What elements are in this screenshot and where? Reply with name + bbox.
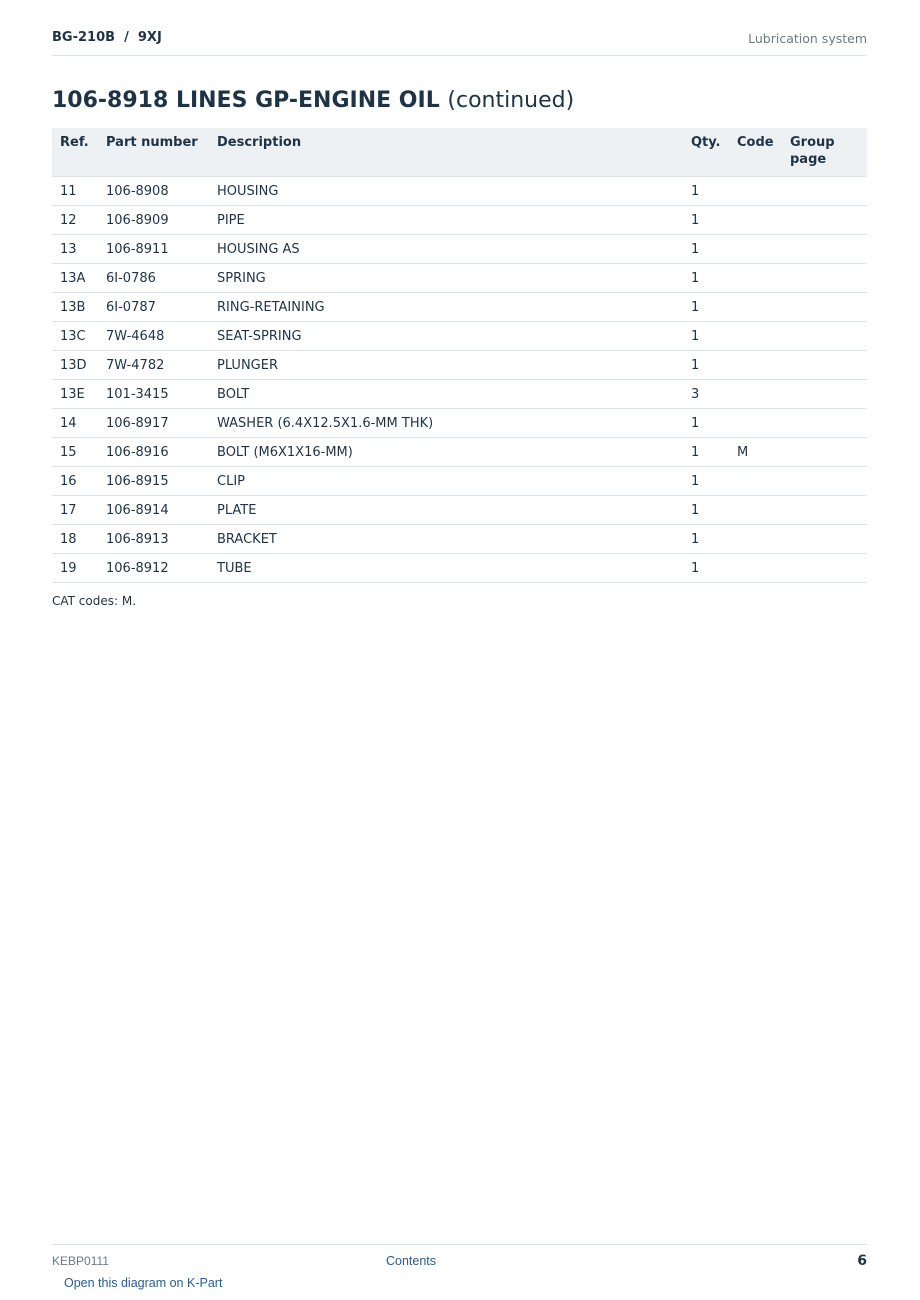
part-number-cell: 6I-0787 bbox=[98, 293, 209, 322]
table-row bbox=[52, 525, 867, 554]
description-cell: BRACKET bbox=[209, 525, 683, 554]
part-number-cell: 106-8913 bbox=[98, 525, 209, 554]
group-page-cell bbox=[782, 409, 867, 438]
table-header-row bbox=[52, 128, 867, 177]
description-cell: HOUSING bbox=[209, 177, 683, 206]
code-cell bbox=[729, 322, 782, 351]
ref-cell: 13D bbox=[52, 351, 98, 380]
description-cell: CLIP bbox=[209, 467, 683, 496]
table-row bbox=[52, 177, 867, 206]
table-row bbox=[52, 264, 867, 293]
ref-cell: 13A bbox=[52, 264, 98, 293]
code-cell bbox=[729, 293, 782, 322]
part-number-cell: 106-8908 bbox=[98, 177, 209, 206]
ref-cell: 13E bbox=[52, 380, 98, 409]
description-cell: BOLT (M6X1X16-MM) bbox=[209, 438, 683, 467]
code-cell bbox=[729, 467, 782, 496]
part-number-cell: 6I-0786 bbox=[98, 264, 209, 293]
col-header-part-number: Part number bbox=[98, 128, 209, 177]
part-number-cell: 106-8917 bbox=[98, 409, 209, 438]
code-cell bbox=[729, 351, 782, 380]
group-page-cell bbox=[782, 525, 867, 554]
group-page-cell bbox=[782, 438, 867, 467]
code-cell bbox=[729, 264, 782, 293]
group-page-cell bbox=[782, 322, 867, 351]
group-page-cell bbox=[782, 293, 867, 322]
group-page-cell bbox=[782, 206, 867, 235]
group-page-cell bbox=[782, 380, 867, 409]
page-number: 6 bbox=[857, 1253, 867, 1269]
kpart-link[interactable]: Open this diagram on K-Part bbox=[64, 1276, 223, 1290]
table-row bbox=[52, 409, 867, 438]
code-cell bbox=[729, 206, 782, 235]
ref-cell: 16 bbox=[52, 467, 98, 496]
qty-cell: 1 bbox=[683, 351, 729, 380]
ref-cell: 17 bbox=[52, 496, 98, 525]
table-row bbox=[52, 293, 867, 322]
qty-cell: 1 bbox=[683, 554, 729, 583]
part-number-cell: 106-8911 bbox=[98, 235, 209, 264]
ref-cell: 13 bbox=[52, 235, 98, 264]
ref-cell: 15 bbox=[52, 438, 98, 467]
description-cell: PLUNGER bbox=[209, 351, 683, 380]
table-row bbox=[52, 206, 867, 235]
code-cell bbox=[729, 177, 782, 206]
col-header-description: Description bbox=[209, 128, 683, 177]
parts-table-body bbox=[52, 177, 867, 583]
code-cell bbox=[729, 525, 782, 554]
qty-cell: 3 bbox=[683, 380, 729, 409]
qty-cell: 1 bbox=[683, 293, 729, 322]
group-page-cell bbox=[782, 496, 867, 525]
table-row bbox=[52, 235, 867, 264]
qty-cell: 1 bbox=[683, 235, 729, 264]
description-cell: WASHER (6.4X12.5X1.6-MM THK) bbox=[209, 409, 683, 438]
ref-cell: 12 bbox=[52, 206, 98, 235]
part-number-cell: 106-8909 bbox=[98, 206, 209, 235]
page-header bbox=[52, 28, 867, 56]
code-cell bbox=[729, 235, 782, 264]
table-row bbox=[52, 322, 867, 351]
description-cell: SEAT-SPRING bbox=[209, 322, 683, 351]
qty-cell: 1 bbox=[683, 409, 729, 438]
qty-cell: 1 bbox=[683, 206, 729, 235]
part-number-cell: 7W-4782 bbox=[98, 351, 209, 380]
description-cell: HOUSING AS bbox=[209, 235, 683, 264]
ref-cell: 18 bbox=[52, 525, 98, 554]
col-header-group-page: Group page bbox=[782, 128, 867, 177]
qty-cell: 1 bbox=[683, 264, 729, 293]
description-cell: PIPE bbox=[209, 206, 683, 235]
part-number-cell: 106-8914 bbox=[98, 496, 209, 525]
description-cell: TUBE bbox=[209, 554, 683, 583]
qty-cell: 1 bbox=[683, 322, 729, 351]
qty-cell: 1 bbox=[683, 525, 729, 554]
code-cell bbox=[729, 380, 782, 409]
description-cell: RING-RETAINING bbox=[209, 293, 683, 322]
group-page-cell bbox=[782, 554, 867, 583]
table-row bbox=[52, 554, 867, 583]
group-page-cell bbox=[782, 177, 867, 206]
qty-cell: 1 bbox=[683, 438, 729, 467]
table-row bbox=[52, 467, 867, 496]
ref-cell: 13B bbox=[52, 293, 98, 322]
qty-cell: 1 bbox=[683, 467, 729, 496]
ref-cell: 13C bbox=[52, 322, 98, 351]
group-page-cell bbox=[782, 235, 867, 264]
group-page-cell bbox=[782, 467, 867, 496]
title-suffix: (continued) bbox=[447, 88, 575, 113]
cat-codes-note: CAT codes: M. bbox=[52, 594, 137, 608]
table-row bbox=[52, 380, 867, 409]
ref-cell: 11 bbox=[52, 177, 98, 206]
part-number-cell: 106-8916 bbox=[98, 438, 209, 467]
group-page-cell bbox=[782, 264, 867, 293]
page-title bbox=[52, 88, 574, 113]
qty-cell: 1 bbox=[683, 177, 729, 206]
section-label: Lubrication system bbox=[748, 31, 867, 46]
col-header-qty: Qty. bbox=[683, 128, 729, 177]
parts-table bbox=[52, 128, 867, 583]
group-page-cell bbox=[782, 351, 867, 380]
col-header-code: Code bbox=[729, 128, 782, 177]
title-main: 106-8918 LINES GP-ENGINE OIL bbox=[52, 88, 440, 113]
part-number-cell: 101-3415 bbox=[98, 380, 209, 409]
code-cell: M bbox=[729, 438, 782, 467]
code-cell bbox=[729, 554, 782, 583]
table-row bbox=[52, 351, 867, 380]
contents-link[interactable]: Contents bbox=[386, 1254, 437, 1268]
code-cell bbox=[729, 409, 782, 438]
description-cell: PLATE bbox=[209, 496, 683, 525]
ref-cell: 14 bbox=[52, 409, 98, 438]
part-number-cell: 106-8912 bbox=[98, 554, 209, 583]
table-row bbox=[52, 496, 867, 525]
ref-cell: 19 bbox=[52, 554, 98, 583]
part-number-cell: 7W-4648 bbox=[98, 322, 209, 351]
model-label: BG-210B / 9XJ bbox=[52, 30, 162, 45]
code-cell bbox=[729, 496, 782, 525]
table-row bbox=[52, 438, 867, 467]
description-cell: SPRING bbox=[209, 264, 683, 293]
qty-cell: 1 bbox=[683, 496, 729, 525]
page-footer bbox=[52, 1244, 867, 1275]
col-header-ref: Ref. bbox=[52, 128, 98, 177]
description-cell: BOLT bbox=[209, 380, 683, 409]
document-id: KEBP0111 bbox=[52, 1254, 109, 1268]
part-number-cell: 106-8915 bbox=[98, 467, 209, 496]
